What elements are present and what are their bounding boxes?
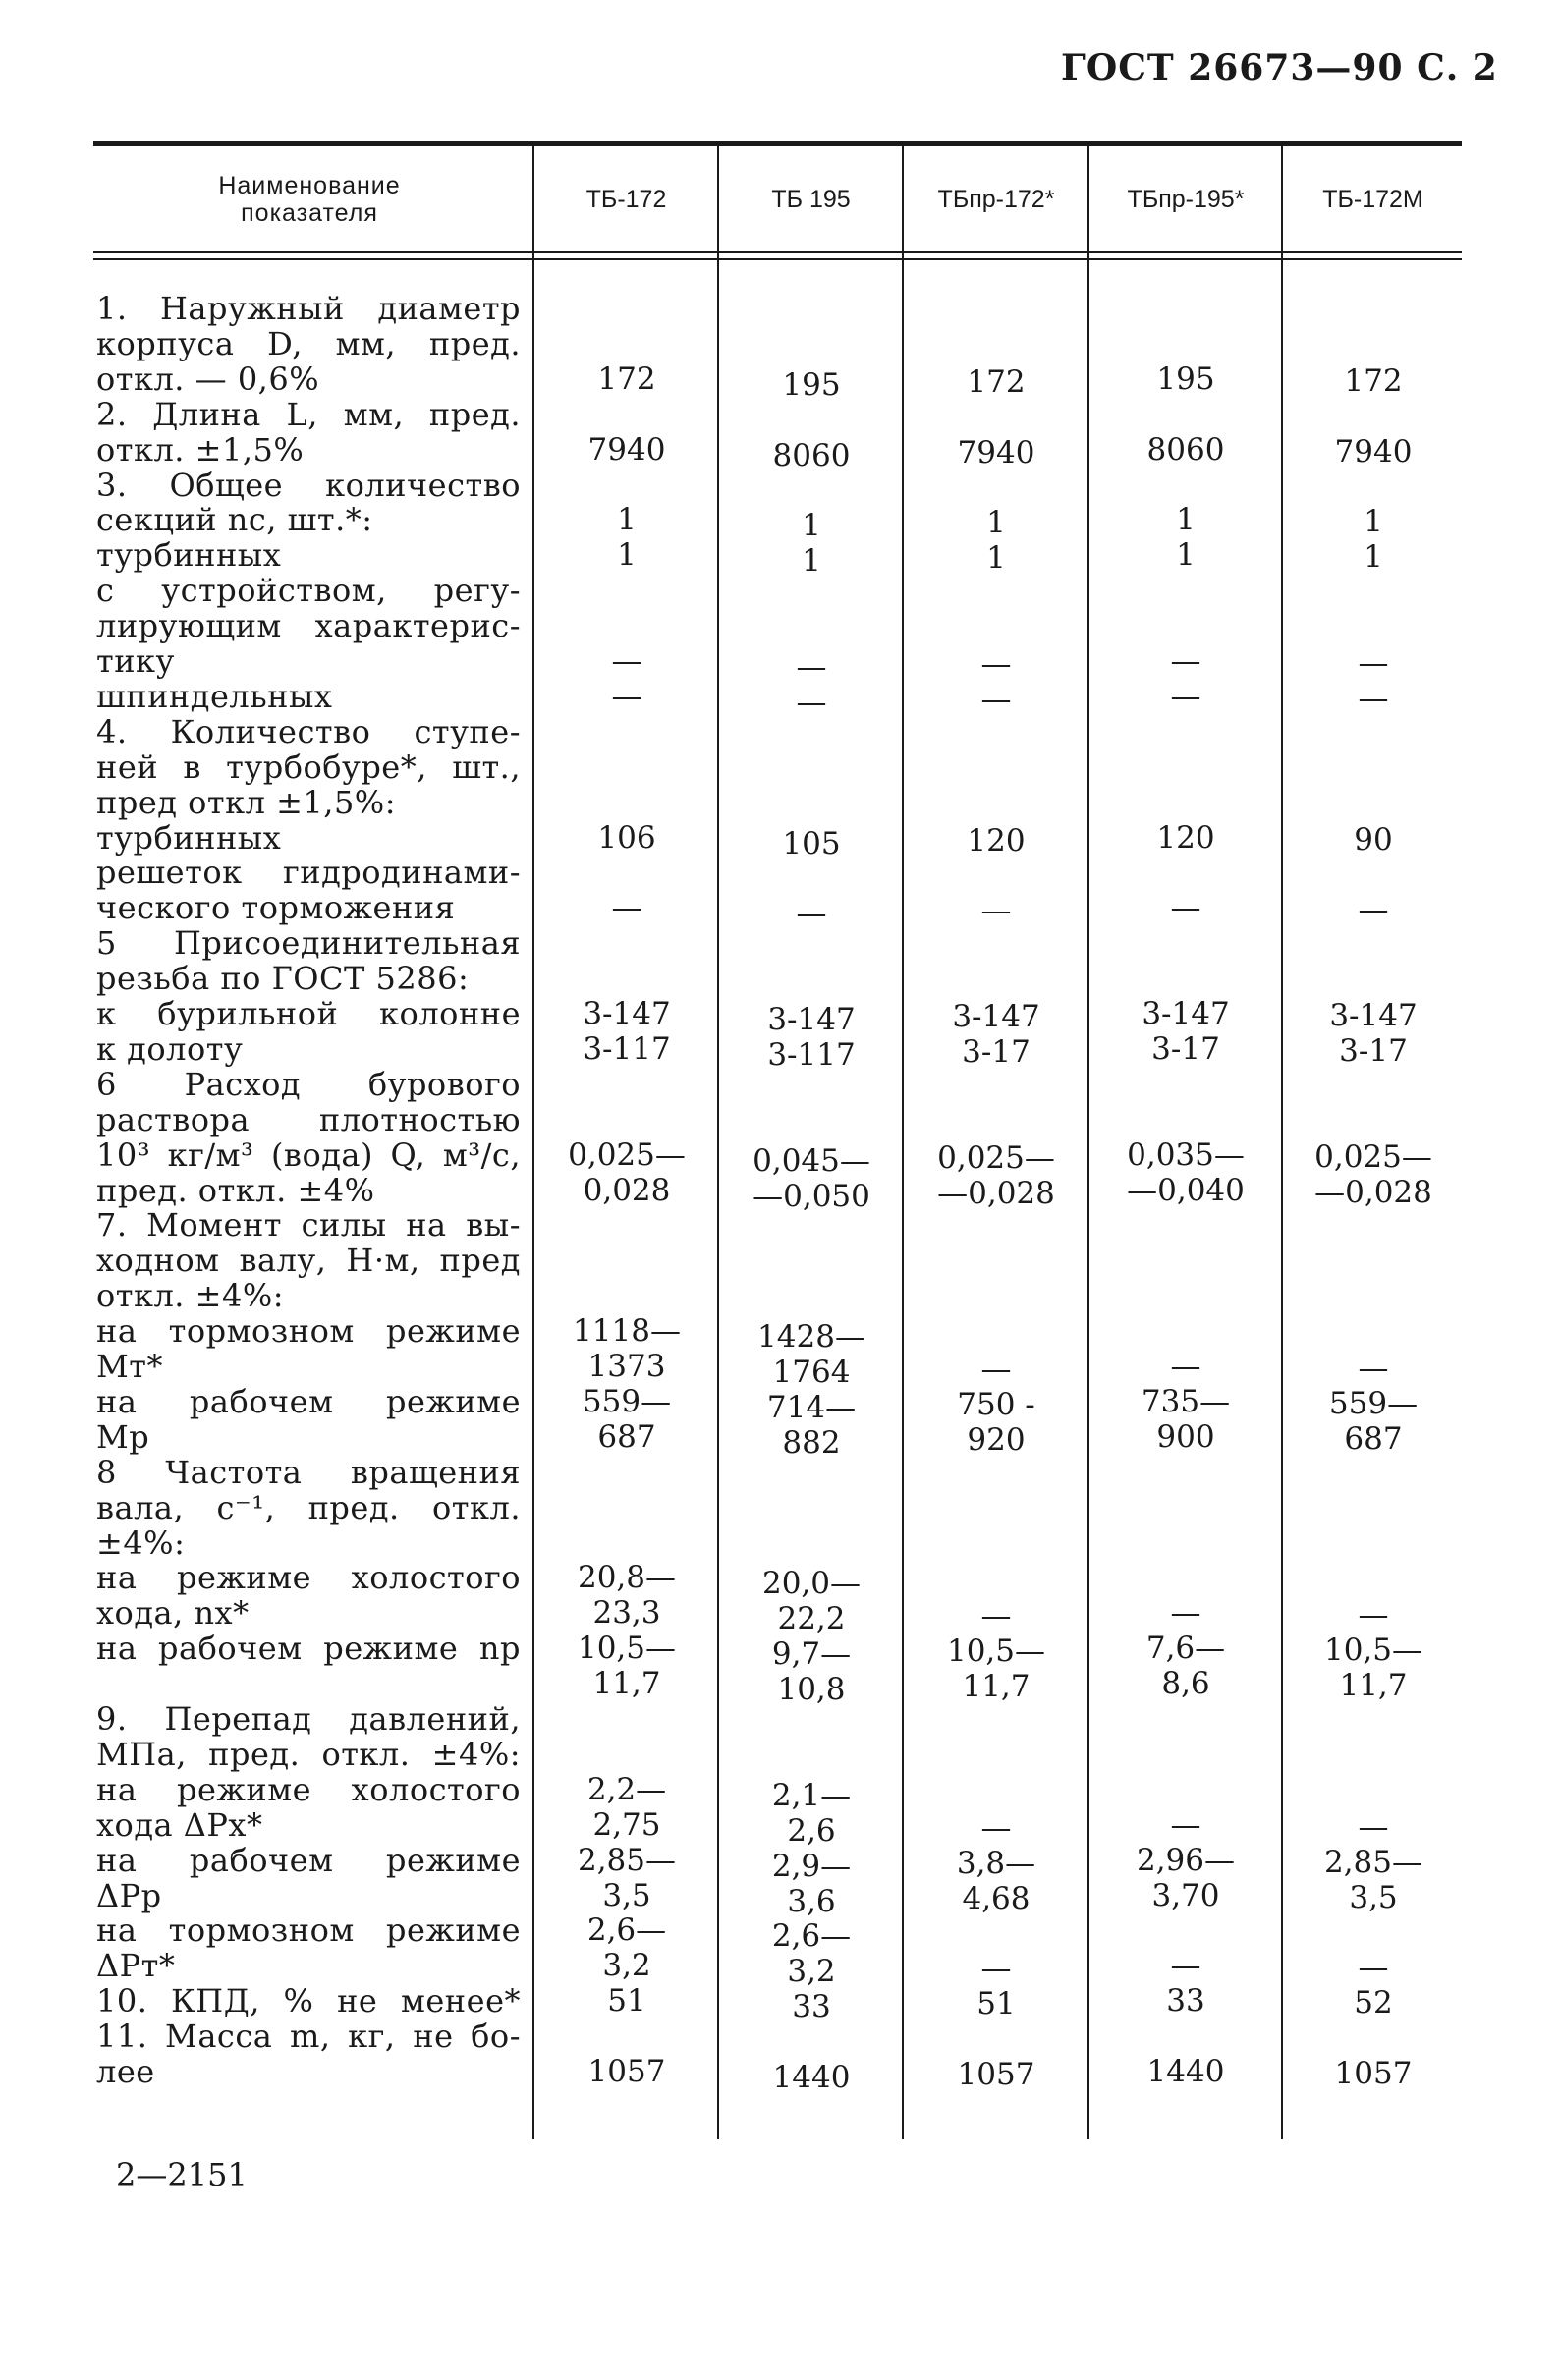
value-cell-c4: —: [1170, 1349, 1201, 1384]
value-cell-c5: 559— 687: [1328, 1385, 1419, 1457]
value-cell-c3: 7940: [957, 434, 1035, 470]
indicator-label-line: лирующим характерис-: [96, 607, 521, 645]
value-cell-c2: 105: [782, 825, 841, 861]
column-divider-4: [1087, 145, 1089, 2139]
value-cell-c1: 2,85— 3,5: [577, 1842, 677, 1913]
indicator-label-line: 3. Общее количество: [96, 466, 521, 504]
value-cell-c1: —: [611, 643, 642, 679]
value-cell-c2: —: [796, 684, 827, 720]
indicator-label-line: раствора плотностью: [96, 1100, 521, 1138]
value-cell-c2: 3-117: [767, 1036, 856, 1073]
value-cell-c1: 559— 687: [582, 1383, 672, 1455]
value-cell-c3: 750 - 920: [957, 1386, 1035, 1458]
value-cell-c5: 10,5— 11,7: [1323, 1633, 1423, 1704]
value-cell-c3: 1: [986, 505, 1006, 541]
value-cell-c1: 172: [597, 360, 656, 397]
indicator-label-line: турбинных: [96, 536, 282, 575]
value-cell-c3: 10,5— 11,7: [946, 1633, 1046, 1705]
column-divider-1: [532, 145, 534, 2139]
value-cell-c1: 1118— 1373: [573, 1313, 681, 1385]
value-cell-c2: 1428— 1764: [757, 1319, 865, 1391]
indicator-label-line: корпуса D, мм, пред.: [96, 324, 521, 362]
page-header-title: ГОСТ 26673—90 С. 2: [1061, 47, 1498, 88]
value-cell-c1: 1: [617, 537, 637, 574]
indicator-label-line: ±4%:: [96, 1523, 186, 1562]
indicator-label-line: ΔРт*: [96, 1947, 176, 1985]
value-cell-c1: 3-147: [583, 996, 671, 1031]
indicator-label-line: Мр: [96, 1417, 150, 1456]
value-cell-c2: 33: [792, 1989, 831, 2025]
value-cell-c4: 33: [1166, 1983, 1205, 2020]
value-cell-c3: 3-147: [952, 999, 1040, 1034]
value-cell-c5: 1: [1364, 504, 1383, 540]
value-cell-c2: 1440: [772, 2060, 851, 2095]
indicator-label-line: резьба по ГОСТ 5286:: [96, 960, 470, 998]
indicator-label-line: на рабочем режиме: [96, 1841, 521, 1879]
indicator-label-line: на рабочем режиме nр: [96, 1630, 521, 1668]
value-cell-c3: —: [980, 1951, 1012, 1987]
value-cell-c3: 172: [967, 363, 1026, 400]
indicator-label-line: на рабочем режиме: [96, 1382, 521, 1420]
indicator-label-line: 11. Масса m, кг, не бо-: [96, 2018, 521, 2056]
indicator-label-line: Мт*: [96, 1348, 163, 1385]
indicator-label-line: решеток гидродинами-: [96, 854, 521, 892]
value-cell-c3: 51: [976, 1986, 1016, 2022]
value-cell-c4: —: [1170, 890, 1201, 926]
value-cell-c3: —: [980, 1809, 1012, 1846]
value-cell-c5: 2,85— 3,5: [1323, 1844, 1423, 1915]
indicator-label-line: с устройством, регу-: [96, 572, 521, 610]
indicator-label-line: на режиме холостого: [96, 1770, 521, 1808]
indicator-label-line: турбинных: [96, 818, 282, 857]
value-cell-c5: 1: [1364, 539, 1383, 576]
indicator-label-line: 9. Перепад давлений,: [96, 1700, 521, 1738]
value-cell-c4: 1440: [1146, 2054, 1225, 2089]
column-divider-3: [902, 145, 904, 2139]
value-cell-c3: 3,8— 4,68: [956, 1845, 1036, 1916]
value-cell-c4: 3-17: [1151, 1030, 1220, 1067]
value-cell-c3: 0,025— —0,028: [937, 1139, 1055, 1211]
indicator-label-line: на режиме холостого: [96, 1559, 521, 1597]
column-header-tbpr195: ТБпр-195*: [1127, 185, 1245, 213]
value-cell-c4: —: [1170, 1806, 1201, 1843]
value-cell-c4: 195: [1156, 360, 1215, 397]
column-header-tb195: ТБ 195: [771, 185, 851, 213]
value-cell-c1: 7940: [587, 431, 666, 468]
value-cell-c1: 1: [617, 502, 637, 538]
value-cell-c5: 3-17: [1339, 1032, 1408, 1069]
indicator-label-line: ΔРр: [96, 1876, 162, 1914]
value-cell-c4: 1: [1176, 537, 1196, 574]
value-cell-c3: 120: [967, 822, 1026, 858]
indicator-label-line: 10³ кг/м³ (вода) Q, м³/с,: [96, 1135, 521, 1174]
value-cell-c3: —: [980, 1598, 1012, 1634]
value-cell-c2: 714— 882: [766, 1389, 857, 1461]
indicator-label-line: 6 Расход бурового: [96, 1065, 521, 1103]
value-cell-c4: 0,035— —0,040: [1127, 1136, 1245, 1208]
indicator-label-line: к бурильной колонне: [96, 995, 521, 1032]
indicator-label-line: 2. Длина L, мм, пред.: [96, 395, 521, 433]
table-top-rule: [93, 141, 1462, 146]
value-cell-c2: 195: [782, 366, 841, 403]
value-cell-c3: —: [980, 681, 1012, 717]
column-header-indicator: Наименование показателя: [218, 171, 401, 227]
header-bottom-rule: [93, 251, 1462, 253]
value-cell-c2: 2,1— 2,6: [771, 1777, 852, 1849]
indicator-label-line: секций nс, шт.*:: [96, 501, 373, 539]
indicator-label-line: на тормозном режиме: [96, 1911, 521, 1950]
indicator-label-line: 1. Наружный диаметр: [96, 290, 521, 327]
value-cell-c4: —: [1170, 678, 1201, 714]
value-cell-c1: 0,025— 0,028: [568, 1136, 686, 1208]
column-divider-2: [717, 145, 719, 2139]
indicator-label-line: откл. ±1,5%: [96, 430, 305, 469]
value-cell-c4: 1: [1176, 502, 1196, 538]
value-cell-c4: 8060: [1146, 431, 1225, 468]
value-cell-c4: 120: [1156, 819, 1215, 856]
value-cell-c5: 0,025— —0,028: [1314, 1138, 1432, 1210]
indicator-label-line: хода ΔРх*: [96, 1805, 263, 1844]
indicator-label-line: откл. — 0,6%: [96, 360, 320, 398]
value-cell-c5: 7940: [1334, 433, 1413, 470]
value-cell-c5: 90: [1354, 821, 1393, 858]
indicator-label-line: пред откл ±1,5%:: [96, 783, 396, 821]
value-cell-c3: —: [980, 893, 1012, 929]
value-cell-c1: 2,6— 3,2: [586, 1912, 667, 1984]
value-cell-c3: 3-17: [962, 1033, 1031, 1070]
value-cell-c4: 7,6— 8,6: [1145, 1631, 1226, 1702]
value-cell-c1: 3-117: [583, 1030, 671, 1067]
value-cell-c4: —: [1170, 1948, 1201, 1984]
value-cell-c1: —: [611, 678, 642, 714]
value-cell-c3: 1057: [957, 2057, 1035, 2092]
value-cell-c5: 52: [1354, 1985, 1393, 2021]
value-cell-c2: —: [796, 896, 827, 932]
indicator-label-line: 10. КПД, % не менее*: [96, 1982, 521, 2020]
indicator-label-line: ческого торможения: [96, 889, 456, 927]
indicator-label-line: вала, с⁻¹, пред. откл.: [96, 1488, 521, 1526]
value-cell-c4: 735— 900: [1141, 1383, 1231, 1455]
value-cell-c5: —: [1358, 645, 1389, 681]
value-cell-c1: 20,8— 23,3: [577, 1560, 677, 1632]
indicator-label-line: шпиндельных: [96, 677, 333, 715]
value-cell-c1: 106: [597, 819, 656, 856]
value-cell-c2: 0,045— —0,050: [752, 1142, 870, 1214]
value-cell-c2: 8060: [772, 437, 851, 473]
value-cell-c2: 3-147: [767, 1002, 856, 1037]
value-cell-c3: —: [980, 1352, 1012, 1387]
value-cell-c1: 51: [607, 1983, 646, 2020]
indicator-label-line: тику: [96, 642, 175, 680]
indicator-label-line: ходном валу, Н·м, пред: [96, 1242, 521, 1280]
column-divider-5: [1281, 145, 1283, 2139]
value-cell-c1: 2,2— 2,75: [586, 1771, 667, 1843]
indicator-label-line: на тормозном режиме: [96, 1312, 521, 1351]
indicator-label-line: 5 Присоединительная: [96, 924, 521, 963]
value-cell-c1: 10,5— 11,7: [577, 1631, 677, 1702]
value-cell-c2: —: [796, 649, 827, 685]
value-cell-c2: 2,9— 3,6: [771, 1848, 852, 1919]
value-cell-c5: 3-147: [1329, 998, 1418, 1033]
value-cell-c5: 1057: [1334, 2056, 1413, 2091]
value-cell-c5: —: [1358, 680, 1389, 716]
value-cell-c1: —: [611, 890, 642, 926]
page-footer-mark: 2—2151: [116, 2156, 248, 2193]
value-cell-c4: —: [1170, 1595, 1201, 1632]
header-bottom-rule-2: [93, 258, 1462, 260]
indicator-label-line: 4. Количество ступе-: [96, 712, 521, 750]
indicator-label-line: откл. ±4%:: [96, 1277, 284, 1315]
value-cell-c5: —: [1358, 1808, 1389, 1845]
indicator-label-line: ней в турбобуре*, шт.,: [96, 747, 521, 786]
value-cell-c4: 2,96— 3,70: [1136, 1842, 1236, 1913]
value-cell-c3: —: [980, 646, 1012, 682]
value-cell-c2: 20,0— 22,2: [761, 1566, 862, 1637]
value-cell-c5: —: [1358, 892, 1389, 928]
value-cell-c5: —: [1358, 1597, 1389, 1633]
value-cell-c2: 1: [802, 508, 821, 544]
indicator-label-line: пред. откл. ±4%: [96, 1171, 375, 1209]
value-cell-c4: —: [1170, 643, 1201, 679]
value-cell-c5: —: [1358, 1950, 1389, 1986]
indicator-label-line: хода, nх*: [96, 1594, 250, 1633]
value-cell-c1: 1057: [587, 2054, 666, 2089]
indicator-label-line: лее: [96, 2053, 155, 2090]
indicator-label-line: 7. Момент силы на вы-: [96, 1206, 521, 1245]
value-cell-c4: 3-147: [1142, 996, 1230, 1031]
value-cell-c2: 1: [802, 543, 821, 580]
value-cell-c5: 172: [1344, 362, 1403, 399]
column-header-tb172: ТБ-172: [585, 185, 667, 213]
value-cell-c2: 9,7— 10,8: [771, 1636, 852, 1708]
indicator-label-line: 8 Частота вращения: [96, 1453, 521, 1491]
value-cell-c2: 2,6— 3,2: [771, 1918, 852, 1990]
column-header-tbpr172: ТБпр-172*: [937, 185, 1055, 213]
value-cell-c3: 1: [986, 540, 1006, 577]
column-header-tb172m: ТБ-172М: [1322, 185, 1423, 213]
indicator-label-line: МПа, пред. откл. ±4%:: [96, 1735, 521, 1773]
value-cell-c5: —: [1358, 1351, 1389, 1386]
indicator-label-line: к долоту: [96, 1029, 244, 1068]
